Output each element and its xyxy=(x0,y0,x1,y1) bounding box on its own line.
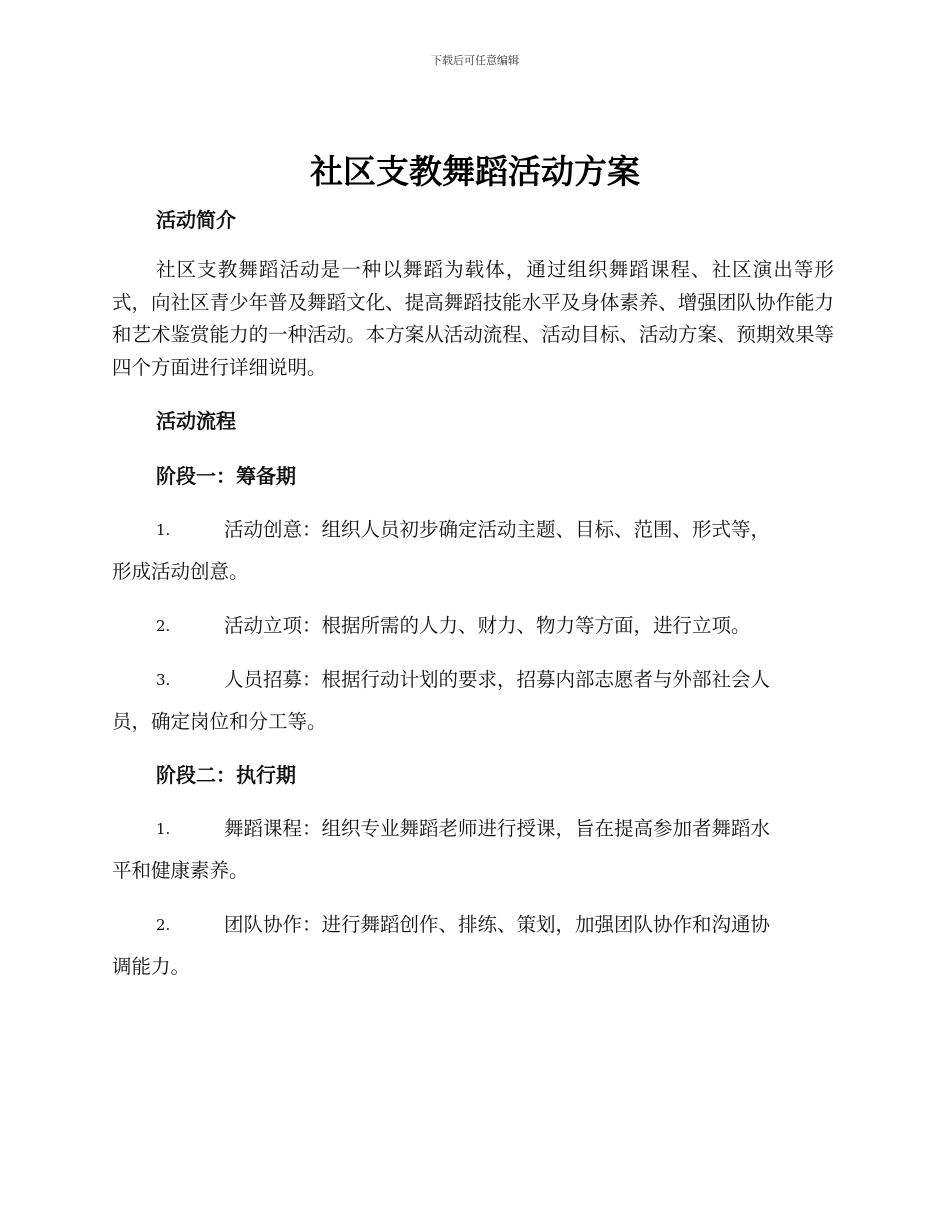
section-heading-process: 活动流程 xyxy=(156,409,236,433)
intro-paragraph: 社区支教舞蹈活动是一种以舞蹈为载体，通过组织舞蹈课程、社区演出等形式，向社区青少年普及舞蹈文化、提高舞蹈技能水平及身体素养、增强团队协作能力和艺术鉴赏能力的一种活动。本方案从活动流程、活动目标、活动方案、预期效果等四个方面进行详细说明。 xyxy=(112,258,834,379)
stage2-heading: 阶段二：执行期 xyxy=(156,763,296,787)
list-item-text: 舞蹈课程：组织专业舞蹈老师进行授课，旨在提高参加者舞蹈水 xyxy=(224,817,771,840)
list-item-text: 团队协作：进行舞蹈创作、排练、策划，加强团队协作和沟通协 xyxy=(224,913,771,936)
document-title: 社区支教舞蹈活动方案 xyxy=(310,152,640,191)
stage1-heading: 阶段一：筹备期 xyxy=(156,464,296,488)
list-item xyxy=(112,659,834,701)
list-item-number: 2. xyxy=(156,617,171,635)
stage1-list xyxy=(112,509,834,743)
list-item-text: 活动创意：组织人员初步确定活动主题、目标、范围、形式等， xyxy=(224,518,771,541)
list-item-number: 3. xyxy=(156,671,171,689)
list-item-continuation: 员，确定岗位和分工等。 xyxy=(112,710,327,733)
list-item-text: 人员招募：根据行动计划的要求，招募内部志愿者与外部社会人 xyxy=(224,668,771,691)
list-item-continuation: 平和健康素养。 xyxy=(112,859,249,882)
section-heading-intro: 活动简介 xyxy=(156,208,236,232)
page-header-note: 下载后可任意编辑 xyxy=(431,54,519,67)
list-item-continuation: 调能力。 xyxy=(112,955,191,978)
list-item-number: 1. xyxy=(156,820,171,838)
list-item xyxy=(112,808,834,850)
list-item-number: 2. xyxy=(156,916,171,934)
list-item-continuation: 形成活动创意。 xyxy=(112,560,249,583)
stage2-list xyxy=(112,808,834,988)
list-item-number: 1. xyxy=(156,521,171,539)
list-item xyxy=(112,509,834,551)
list-item xyxy=(112,904,834,946)
list-item xyxy=(112,605,834,647)
document-body xyxy=(112,200,834,988)
list-item-text: 活动立项：根据所需的人力、财力、物力等方面，进行立项。 xyxy=(224,614,751,637)
